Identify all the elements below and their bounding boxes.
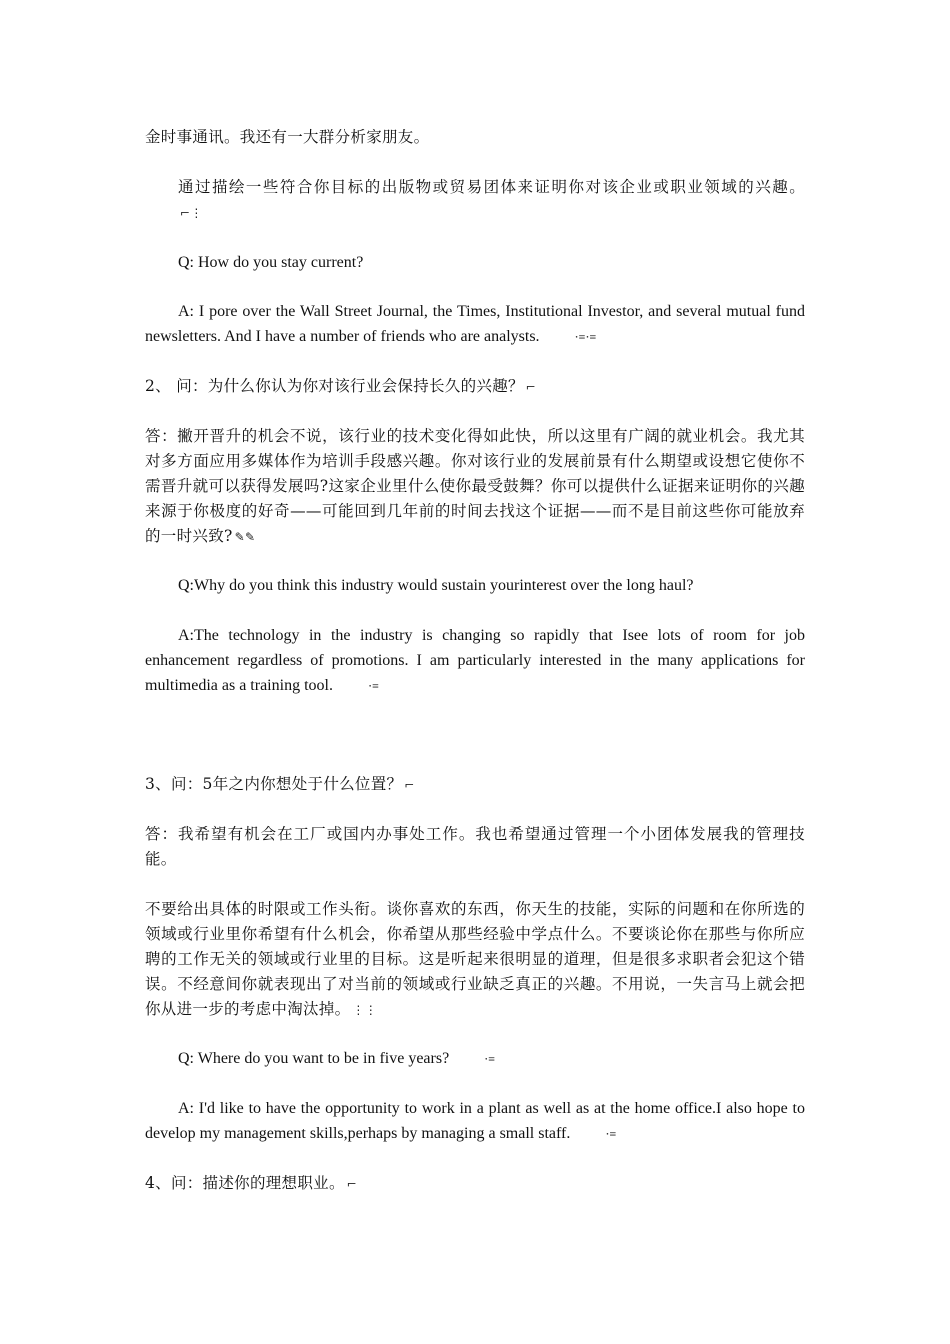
- question-3-heading: 3、问：5年之内你想处于什么位置？ ⌐: [145, 772, 805, 798]
- paragraph-advice-interest: 通过描绘一些符合你目标的出版物或贸易团体来证明你对该企业或职业领域的兴趣。⌐⋮: [145, 175, 805, 226]
- answer-3-chinese: 答：我希望有机会在工厂或国内办事处工作。我也希望通过管理一个小团体发展我的管理技能。: [145, 825, 805, 868]
- paragraph-mark-icon: ⌐: [346, 1176, 358, 1191]
- question-3-english: Q: Where do you want to be in five years? ⋅≡: [145, 1046, 805, 1072]
- paragraph-mark-icon: ⋅≡: [605, 1126, 617, 1141]
- question-stay-current: Q: How do you stay current?: [178, 254, 364, 271]
- paragraph-mark-icon: ✎✎: [234, 529, 256, 544]
- answer-2-english: A:The technology in the industry is changing so rapidly that Isee lots of room for job enhancement regardless of promotions. I am particularly interested in the many applications for multimedia as a training tool. ⋅≡: [145, 623, 805, 699]
- question-2-heading: 2、 问：为什么你认为你对该行业会保持长久的兴趣？ ⌐: [145, 374, 805, 400]
- paragraph-mark-icon: ⌐⋮: [180, 205, 203, 220]
- paragraph-mark-icon: ⋮⋮: [352, 1002, 378, 1017]
- answer-2-chinese: 答：撇开晋升的机会不说，该行业的技术变化得如此快，所以这里有广阔的就业机会。我尤其对多方面应用多媒体作为培训手段感兴趣。你对该行业的发展前景有什么期望或设想它使你不需晋升就可以获得发展吗?这家企业里什么使你最受鼓舞？你可以提供什么证据来证明你的兴趣来源于你极度的好奇——可能回到几年前的时间去找这个证据——而不是目前这些你可能放弃的一时兴致? ✎✎: [145, 424, 805, 550]
- answer-3-english: A: I'd like to have the opportunity to work in a plant as well as at the home office.I also hope to develop my management skills,perhaps by managing a small staff. ⋅≡: [145, 1096, 805, 1147]
- question-2-english: Q:Why do you think this industry would sustain yourinterest over the long haul?: [178, 577, 694, 594]
- advice-3-chinese: 不要给出具体的时限或工作头衔。谈你喜欢的东西，你天生的技能，实际的问题和在你所选的领域或行业里你希望有什么机会，你希望从那些经验中学点什么。不要谈论你在那些与你所应聘的工作无关的领域或行业里的目标。这是听起来很明显的道理，但是很多求职者会犯这个错误。不经意间你就表现出了对当前的领域或行业缺乏真正的兴趣。不用说，一失言马上就会把你从进一步的考虑中淘汰掉。 ⋮⋮: [145, 897, 805, 1023]
- paragraph-mark-icon: ⋅≡: [367, 678, 379, 693]
- paragraph-mark-icon: ⌐: [525, 379, 537, 394]
- paragraph-mark-icon: ⌐: [404, 777, 415, 792]
- question-4-heading: 4、问：描述你的理想职业。 ⌐: [145, 1171, 805, 1197]
- paragraph-mark-icon: ⋅≡: [484, 1051, 496, 1066]
- answer-stay-current: A: I pore over the Wall Street Journal, the Times, Institutional Investor, and several mutual fund newsletters. And I have a number of friends who are analysts. ⋅≡⋅≡: [145, 299, 805, 350]
- paragraph-mark-icon: ⋅≡⋅≡: [574, 329, 597, 344]
- paragraph-continuation: 金时事通讯。我还有一大群分析家朋友。: [145, 128, 430, 146]
